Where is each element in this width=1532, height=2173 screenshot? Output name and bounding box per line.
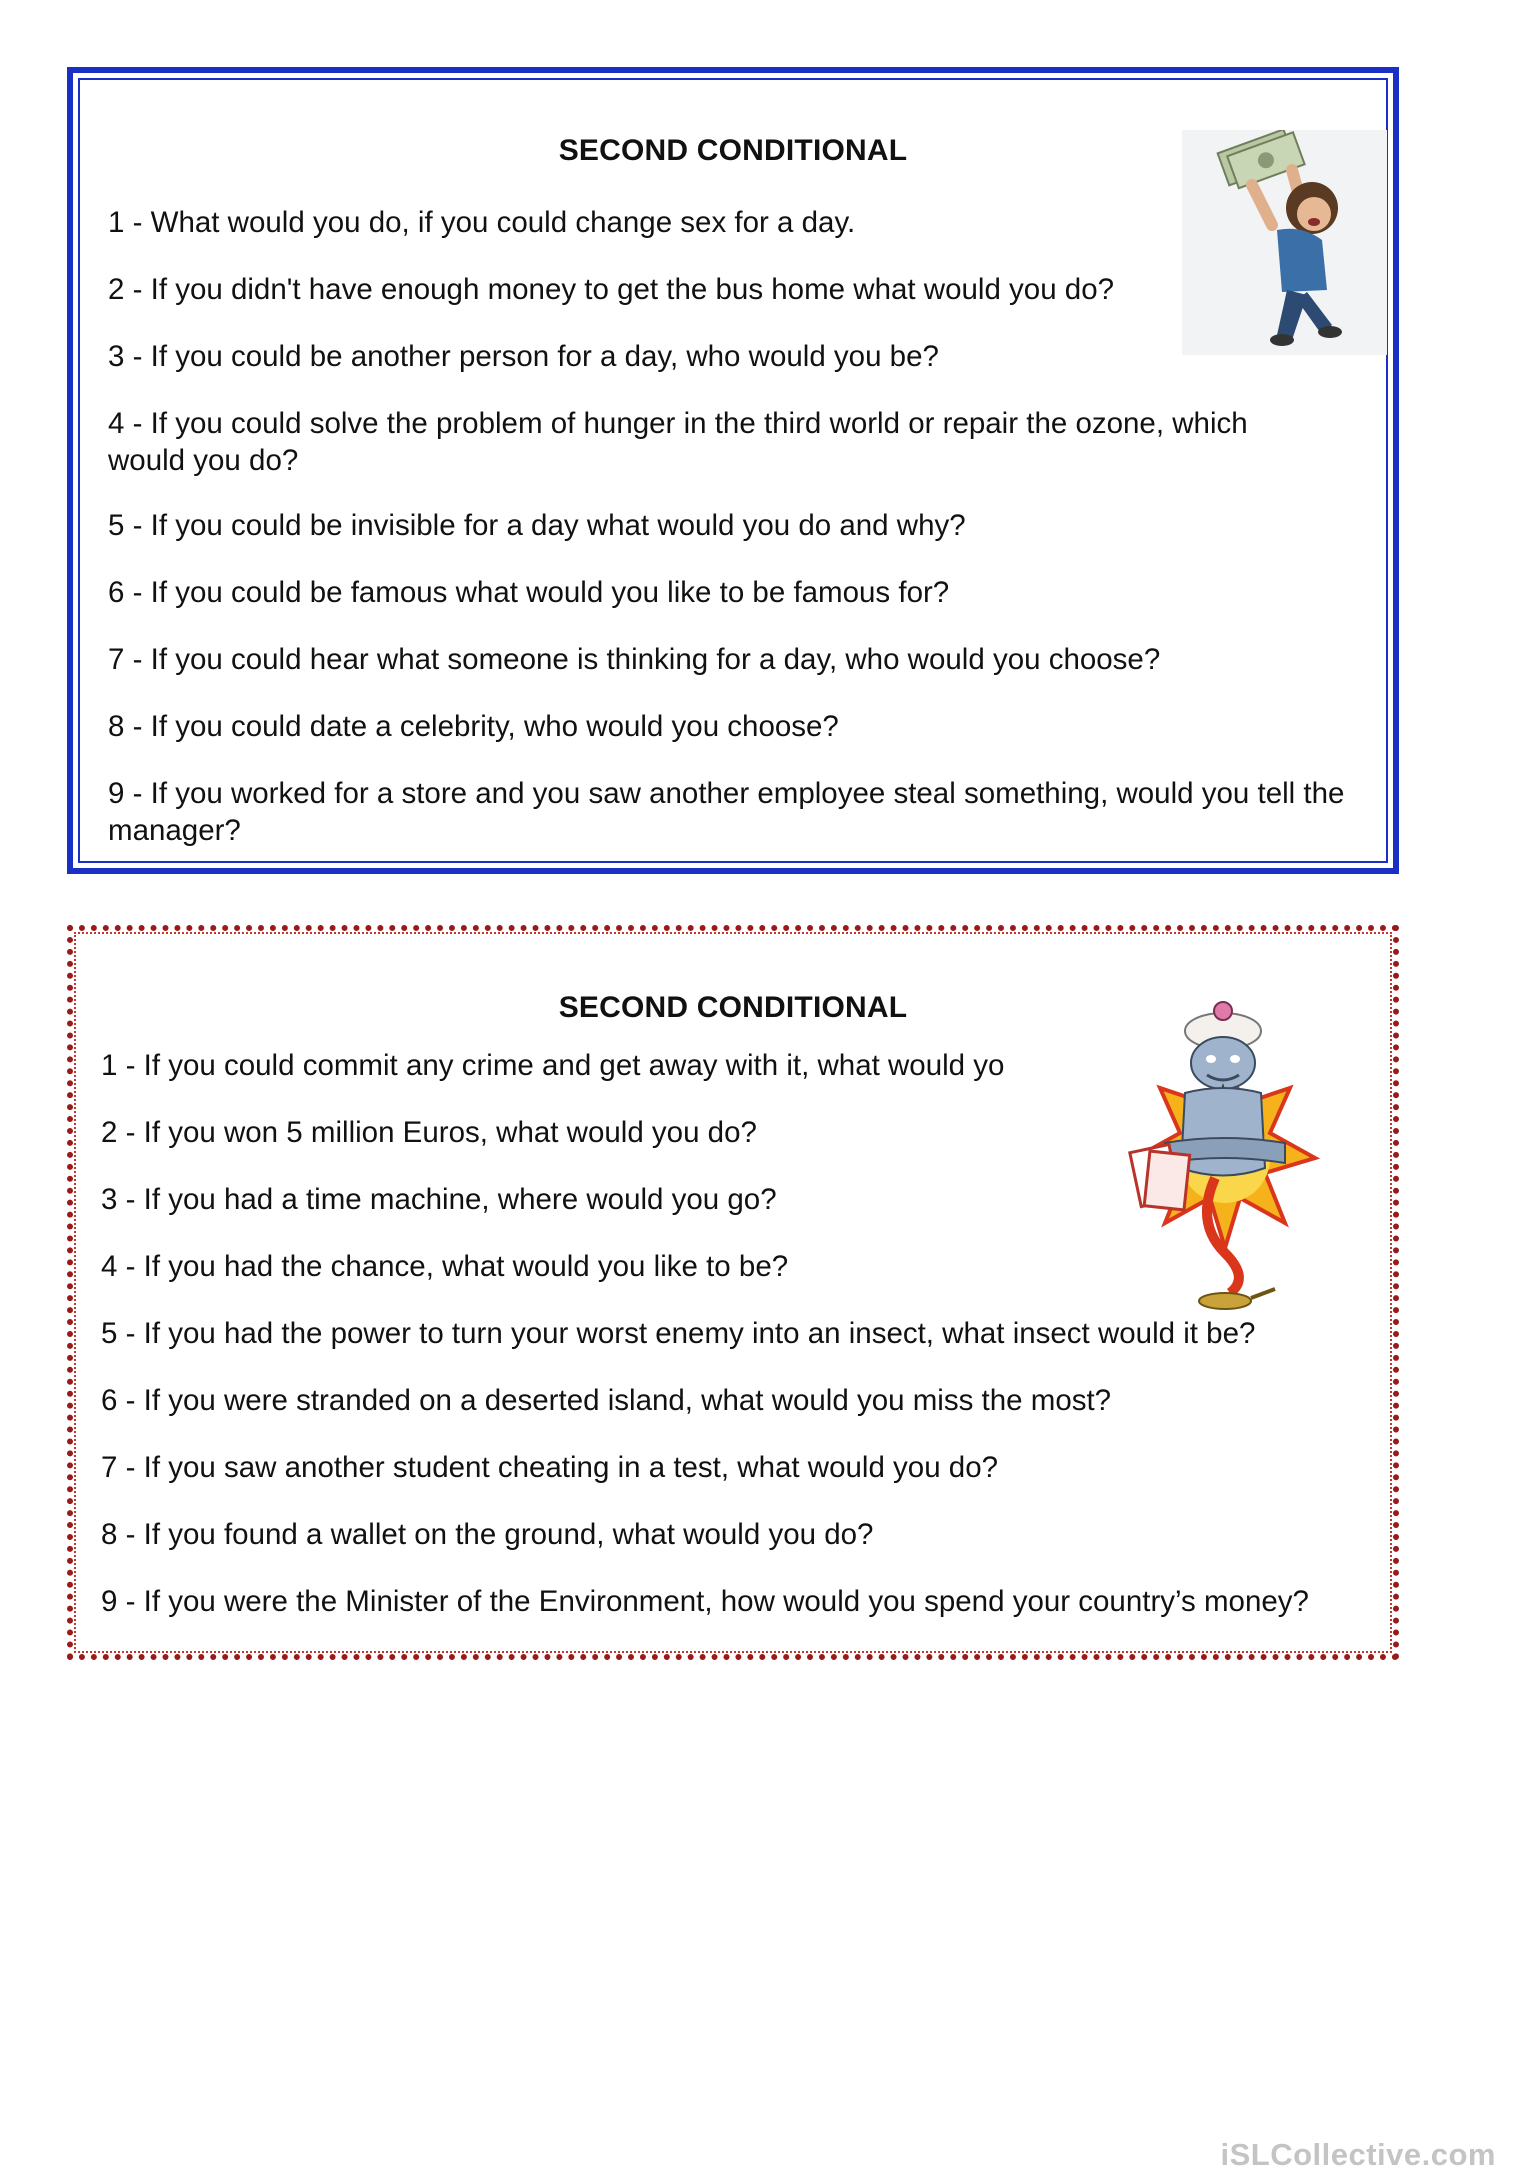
worksheet-1-question-5: 5 - If you could be invisible for a day what would you do and why? (108, 509, 966, 542)
worksheet-2-question-8: 8 - If you found a wallet on the ground, what would you do? (101, 1518, 874, 1551)
worksheet-1-question-4: 4 - If you could solve the problem of hunger in the third world or repair the ozone, which would you do? (108, 407, 1248, 477)
worksheet-2-question-4: 4 - If you had the chance, what would you like to be? (101, 1250, 789, 1283)
worksheet-1-question-1: 1 - What would you do, if you could change sex for a day. (108, 206, 856, 239)
worksheet-2-question-3: 3 - If you had a time machine, where would you go? (101, 1183, 777, 1216)
worksheet-2-question-2: 2 - If you won 5 million Euros, what would you do? (101, 1116, 757, 1149)
worksheet-2-question-7: 7 - If you saw another student cheating in a test, what would you do? (101, 1451, 999, 1484)
worksheet-1-question-6: 6 - If you could be famous what would you like to be famous for? (108, 576, 950, 609)
worksheet-1-question-3: 3 - If you could be another person for a day, who would you be? (108, 340, 939, 373)
worksheet-2-question-6: 6 - If you were stranded on a deserted island, what would you miss the most? (101, 1384, 1112, 1417)
worksheet-1-question-9: 9 - If you worked for a store and you saw another employee steal something, would you tell the manager? (108, 777, 1345, 847)
worksheet-1-question-2: 2 - If you didn't have enough money to get the bus home what would you do? (108, 273, 1115, 306)
worksheet-2-question-9: 9 - If you were the Minister of the Environment, how would you spend your country’s money? (101, 1585, 1309, 1618)
worksheet-1-question-7: 7 - If you could hear what someone is thinking for a day, who would you choose? (108, 643, 1161, 676)
watermark: iSLCollective.com (1220, 2137, 1496, 2172)
worksheet-card-2-inner (73, 931, 1393, 1654)
worksheet-card-1 (67, 67, 1399, 874)
genie-icon (1125, 993, 1320, 1318)
worksheet-1-title: SECOND CONDITIONAL (558, 134, 908, 167)
worksheet-2-title: SECOND CONDITIONAL (558, 991, 908, 1024)
worksheet-card-1-inner (78, 78, 1388, 863)
worksheet-2-question-5: 5 - If you had the power to turn your worst enemy into an insect, what insect would it be? (101, 1317, 1256, 1350)
worksheet-2-question-1: 1 - If you could commit any crime and get away with it, what would yo (101, 1049, 1005, 1082)
worksheet-card-2 (67, 925, 1399, 1660)
worksheet-1-question-8: 8 - If you could date a celebrity, who would you choose? (108, 710, 839, 743)
man-with-money-icon (1182, 130, 1387, 355)
